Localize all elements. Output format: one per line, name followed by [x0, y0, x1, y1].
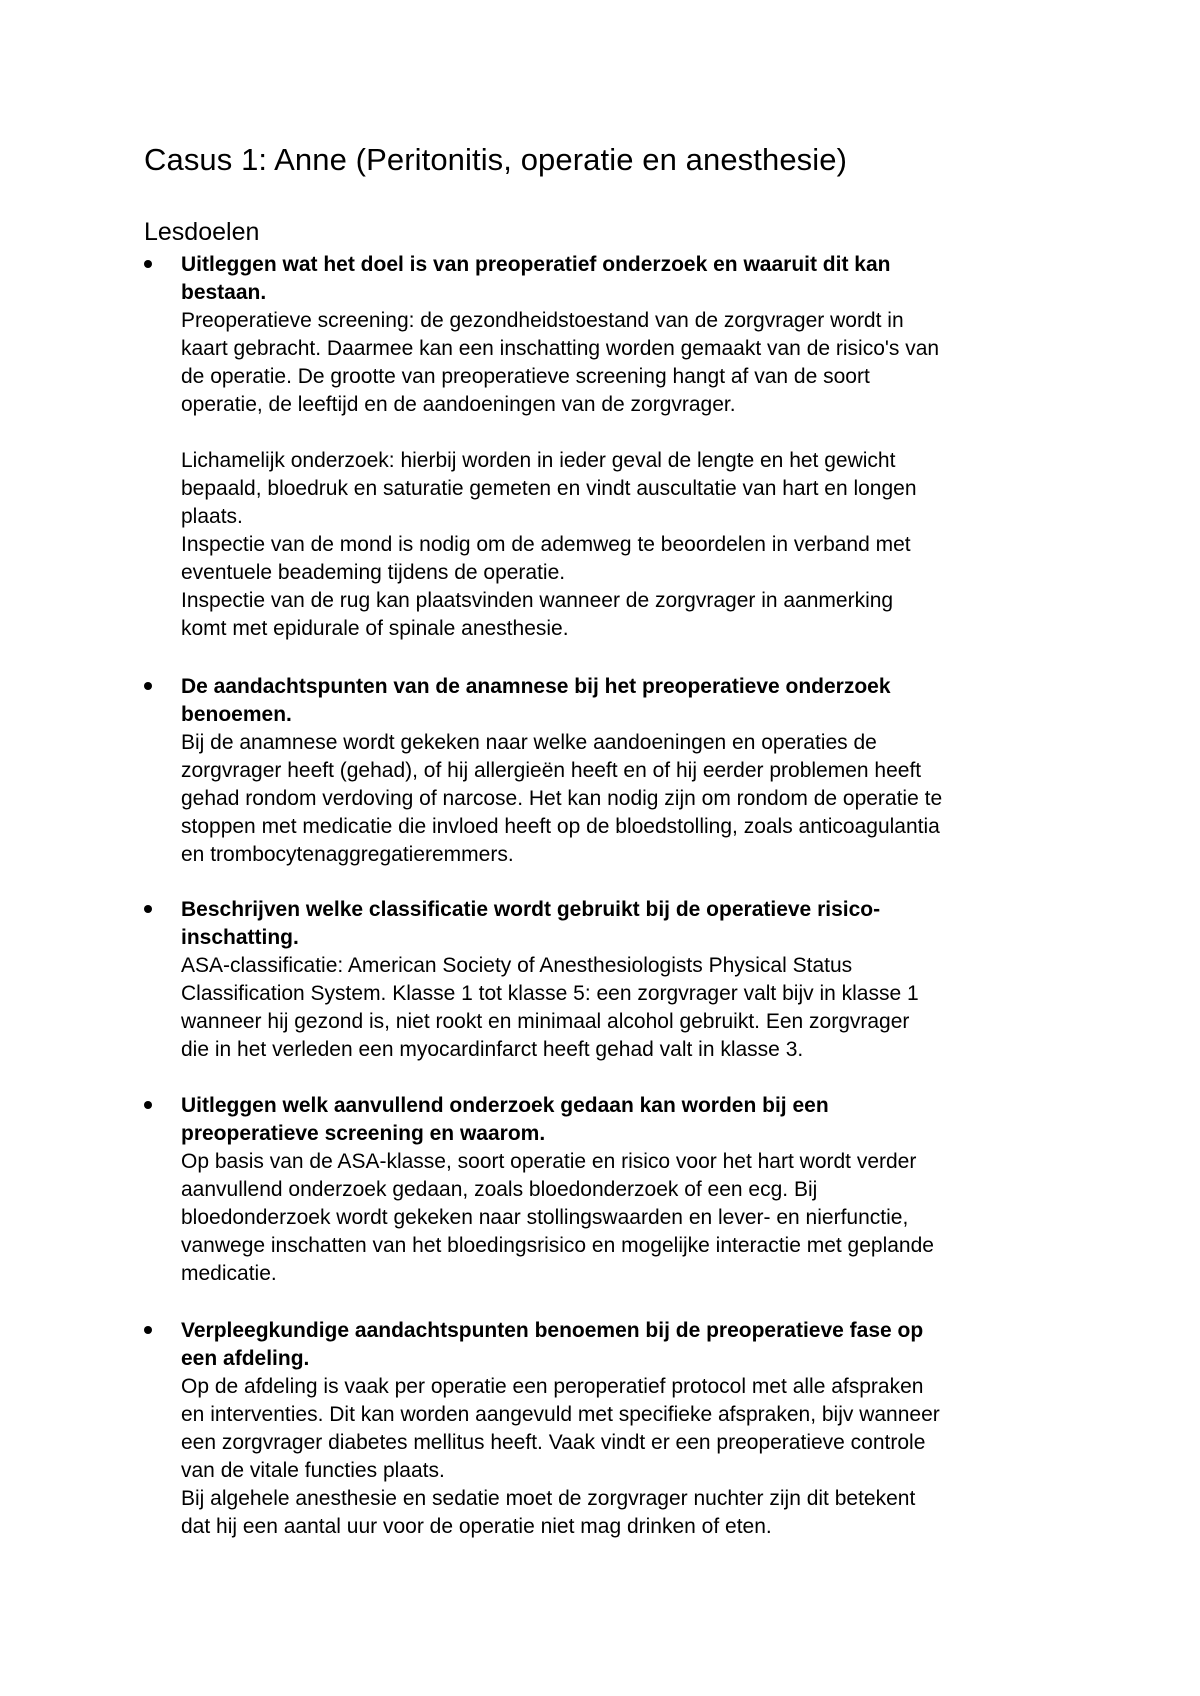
- learning-goal-paragraph: Preoperatieve screening: de gezondheidstoestand van de zorgvrager wordt in kaart gebracht. Daarmee kan een inschatting worden gemaakt van de risico's van de operatie. De grootte van preoperatieve screening hangt af van de soort operatie, de leeftijd en de aandoeningen van de zorgvrager.: [181, 309, 940, 416]
- learning-goal-paragraph: ASA-classificatie: American Society of Anesthesiologists Physical Status Classification System. Klasse 1 tot klasse 5: een zorgvrager valt bijv in klasse 1 wanneer hij gezond is, niet rookt en minimaal alcohol gebruikt. Een zorgvrager die in het verleden een myocardinfarct heeft gehad valt in klasse 3.: [181, 954, 919, 1061]
- learning-goal-title: Verpleegkundige aandachtspunten benoemen bij de preoperatieve fase op een afdeling.: [181, 1319, 924, 1370]
- bullet-icon: [144, 905, 152, 913]
- learning-goal-body: [181, 1092, 1081, 1288]
- learning-goal-body: [181, 251, 1081, 643]
- learning-goal-title: Beschrijven welke classificatie wordt gebruikt bij de operatieve risico- inschatting.: [181, 898, 881, 949]
- learning-goal-paragraph: Op de afdeling is vaak per operatie een peroperatief protocol met alle afspraken en interventies. Dit kan worden aangevuld met specifieke afspraken, bijv wanneer een zorgvrager diabetes mellitus heeft. Vaak vindt er een preoperatieve controle van de vitale functies plaats. Bij algehele anesthesie en sedatie moet de zorgvrager nuchter zijn dit betekent dat hij een aantal uur voor de operatie niet mag drinken of eten.: [181, 1375, 940, 1538]
- learning-goal-title: Uitleggen wat het doel is van preoperatief onderzoek en waaruit dit kan bestaan.: [181, 253, 891, 304]
- learning-goal-paragraph: Bij de anamnese wordt gekeken naar welke aandoeningen en operaties de zorgvrager heeft (gehad), of hij allergieën heeft en of hij eerder problemen heeft gehad rondom verdoving of narcose. Het kan nodig zijn om rondom de operatie te stoppen met medicatie die invloed heeft op de bloedstolling, zoals anticoagulantia en trombocytenaggregatieremmers.: [181, 731, 943, 866]
- bullet-icon: [144, 260, 152, 268]
- learning-goal-title: De aandachtspunten van de anamnese bij het preoperatieve onderzoek benoemen.: [181, 675, 891, 726]
- learning-goal-body: [181, 673, 1081, 869]
- bullet-icon: [144, 682, 152, 690]
- bullet-icon: [144, 1326, 152, 1334]
- learning-goal-paragraph: Op basis van de ASA-klasse, soort operatie en risico voor het hart wordt verder aanvullend onderzoek gedaan, zoals bloedonderzoek of een ecg. Bij bloedonderzoek wordt gekeken naar stollingswaarden en lever- en nierfunctie, vanwege inschatten van het bloedingsrisico en mogelijke interactie met geplande medicatie.: [181, 1150, 934, 1285]
- learning-goal-body: [181, 1317, 1081, 1541]
- learning-goal-body: [181, 896, 1081, 1064]
- bullet-icon: [144, 1101, 152, 1109]
- section-heading-lesdoelen: Lesdoelen: [144, 218, 260, 246]
- learning-goal-title: Uitleggen welk aanvullend onderzoek gedaan kan worden bij een preoperatieve screening en waarom.: [181, 1094, 829, 1145]
- document-title: Casus 1: Anne (Peritonitis, operatie en anesthesie): [144, 142, 848, 177]
- learning-goal-paragraph: Lichamelijk onderzoek: hierbij worden in ieder geval de lengte en het gewicht bepaald, bloedruk en saturatie gemeten en vindt auscultatie van hart en longen plaats. Inspectie van de mond is nodig om de ademweg te beoordelen in verband met eventuele beademing tijdens de operatie. Inspectie van de rug kan plaatsvinden wanneer de zorgvrager in aanmerking komt met epidurale of spinale anesthesie.: [181, 449, 917, 640]
